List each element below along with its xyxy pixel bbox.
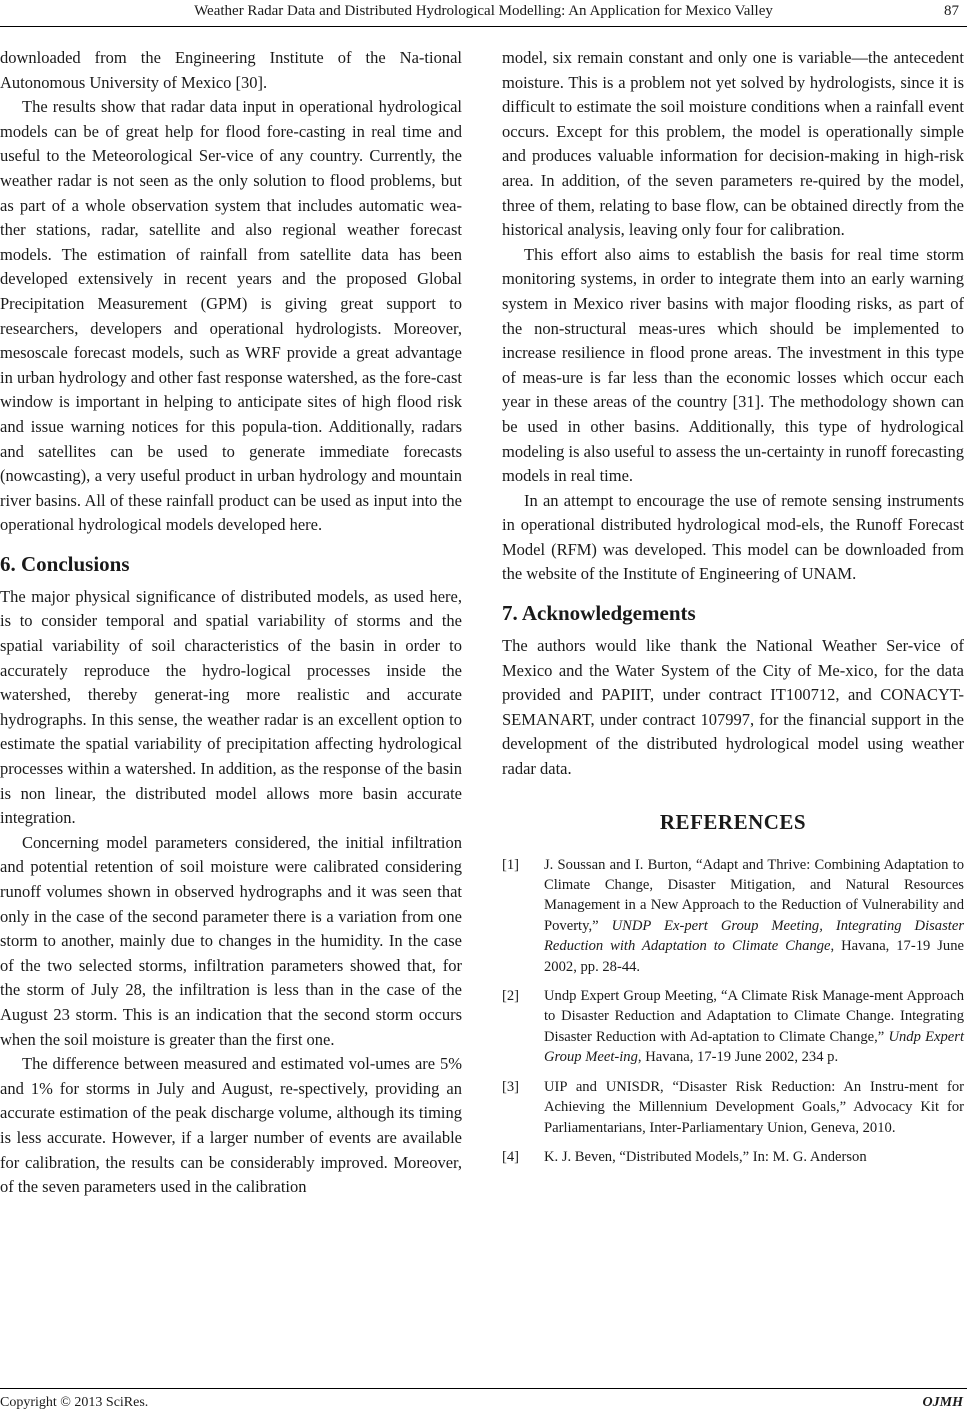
reference-text: Undp Expert Group Meeting, “A Climate Risk Manage-ment Approach to Disaster Reduction and Adaptation to Climate Change. Integrating Disaster Reduction with Ad-aptation to Climate Change,”: [544, 988, 964, 1045]
paragraph: Concerning model parameters considered, the initial infiltration and potential retention of soil moisture were calibrated considering runoff volumes shown in observed hydrographs and it was seen that only in the case of the second parameter there is a variation from one storm to another, mainly due to changes in the humidity. In the case of the two selected storms, infiltration parameters showed that, for the storm of July 28, the infiltration is less than in the case of the August 23 storm. This is an indication that the second storm occurs when the soil moisture is greater than the first one.: [0, 832, 462, 1049]
header-rule: [0, 26, 967, 27]
reference-item: [502, 1147, 964, 1167]
paragraph: The difference between measured and estimated vol-umes are 5% and 1% for storms in July and August, re-spectively, providing an accurate estimation of the peak discharge volume, although its timing is less accurate. However, if a larger number of events are available for calibration, the results can be considerably improved. Moreover, of the seven parameters used in the calibration: [0, 1054, 462, 1197]
reference-item: [502, 986, 964, 1068]
section-heading-conclusions: 6. Conclusions: [0, 551, 130, 576]
reference-number: [1]: [502, 856, 520, 873]
copyright-notice: Copyright © 2013 SciRes.: [0, 1395, 149, 1410]
section-heading-acknowledgements: 7. Acknowledgements: [502, 601, 696, 626]
reference-text: J. Soussan and I. Burton, “Adapt and Thrive: Combining Adaptation to Climate Change, Disaster Mitigation, and Natural Resources Management in a New Approach to the Reduction of Vulnerability and Poverty,”: [544, 856, 964, 934]
paragraph: model, six remain constant and only one is variable—the antecedent moisture. This is a problem not yet solved by hydrologists, since it is difficult to estimate the soil moisture conditions when a rainfall event occurs. Except for this problem, the model is operationally simple and produces valuable information for decision-making in high-risk area. In addition, of the seven parameters re-quired by the model, three of them, relating to base flow, can be obtained directly from the historical analysis, leaving only four for calibration.: [502, 48, 964, 240]
page-footer: [0, 1388, 967, 1412]
paragraph: The authors would like thank the National Weather Ser-vice of Mexico and the Water System of the City of Me-xico, for the data provided and PAPIIT, under contract IT100712, and CONACYT-SEMANART, under contract 107997, for the financial support in the development of the distributed hydrological model using weather radar data.: [502, 636, 964, 779]
running-header: [0, 0, 967, 28]
reference-text: , Havana, 17-19 June 2002, pp. 28-44.: [544, 938, 964, 975]
reference-venue: Undp Expert Group Meet-ing: [544, 1028, 965, 1066]
reference-number: [3]: [502, 1078, 520, 1095]
reference-text: , Havana, 17-19 June 2002, 234 p.: [637, 1049, 839, 1066]
page-number: 87: [944, 3, 959, 19]
reference-item: [502, 1077, 964, 1138]
references-heading: REFERENCES: [659, 809, 807, 834]
paragraph: The results show that radar data input in operational hydrological models can be of great help for flood fore-casting in real time and useful to the Meteorological Ser-vice of any country. Currently, the weather radar is not seen as the only solution to flood problems, but as part of a whole observation system that includes automatic wea-ther stations, radar, satellite and also regional weather forecast models. The estimation of rainfall from satellite data has been developed extensively in recent years and the proposed Global Precipitation Measurement (GPM) is giving great support to researchers, developers and operational hydrologists. Moreover, mesoscale forecast models, such as WRF provide a great advantage in urban hydrology and other fast response watershed, as the fore-cast window is important in helping to anticipate sites of high flood risk and issue warning notices for this popula-tion. Additionally, radars and satellites can be used to generate immediate forecasts (nowcasting), a very useful product in urban hydrology and mountain river basins. All of these rainfall product can be used as input into the operational hydrological models developed here.: [0, 97, 462, 535]
paragraph: In an attempt to encourage the use of remote sensing instruments in operational distributed hydrological mod-els, the Runoff Forecast Model (RFM) was developed. This model can be downloaded from the website of the Institute of Engineering of UNAM.: [502, 490, 964, 584]
running-title: Weather Radar Data and Distributed Hydrological Modelling: An Application for Mexico Valley: [194, 3, 773, 19]
paragraph: This effort also aims to establish the basis for real time storm monitoring systems, in order to integrate them into an early warning system in Mexico river basins with major flooding risks, as part of the non-structural meas-ures which should be implemented to increase resilience in flood prone areas. The investment in this type of meas-ure is far less than the economic losses which occur each year in these areas of the country [31]. The methodology shown can be used in other basins. Additionally, this type of hydrological modeling is also useful to assess the un-certainty in runoff forecasting models in real time.: [502, 244, 964, 486]
reference-number: [2]: [502, 988, 520, 1005]
reference-text: UIP and UNISDR, “Disaster Risk Reduction: An Instru-ment for Achieving the Millennium Development Goals,” Advocacy Kit for Parliamentarians, Inter-Parliamentary Union, Geneva, 2010.: [544, 1078, 964, 1136]
journal-abbreviation: OJMH: [922, 1395, 963, 1410]
reference-item: [502, 855, 964, 977]
footer-rule: [0, 1388, 967, 1389]
reference-number: [4]: [502, 1148, 520, 1165]
reference-venue: UNDP Ex-pert Group Meeting, Integrating Disaster Reduction with Adaptation to Climate Change: [544, 917, 964, 955]
paragraph: The major physical significance of distributed models, as used here, is to consider temporal and spatial variability of storms and the spatial variability of soil characteristics of the basin in order to accurately reproduce the hydro-logical processes inside the watershed, thereby generat-ing more realistic and accurate hydrographs. In this sense, the weather radar is an excellent option to estimate the spatial variability of precipitation affecting hydrological processes within a watershed. In addition, as the response of the basin is non linear, the distributed model allows more basin accurate integration.: [0, 586, 462, 828]
right-column: [502, 46, 964, 1176]
left-column: [0, 46, 462, 1200]
paragraph: downloaded from the Engineering Institute of the Na-tional Autonomous University of Mexico [30].: [0, 48, 462, 92]
reference-text: K. J. Beven, “Distributed Models,” In: M. G. Anderson: [544, 1148, 867, 1165]
